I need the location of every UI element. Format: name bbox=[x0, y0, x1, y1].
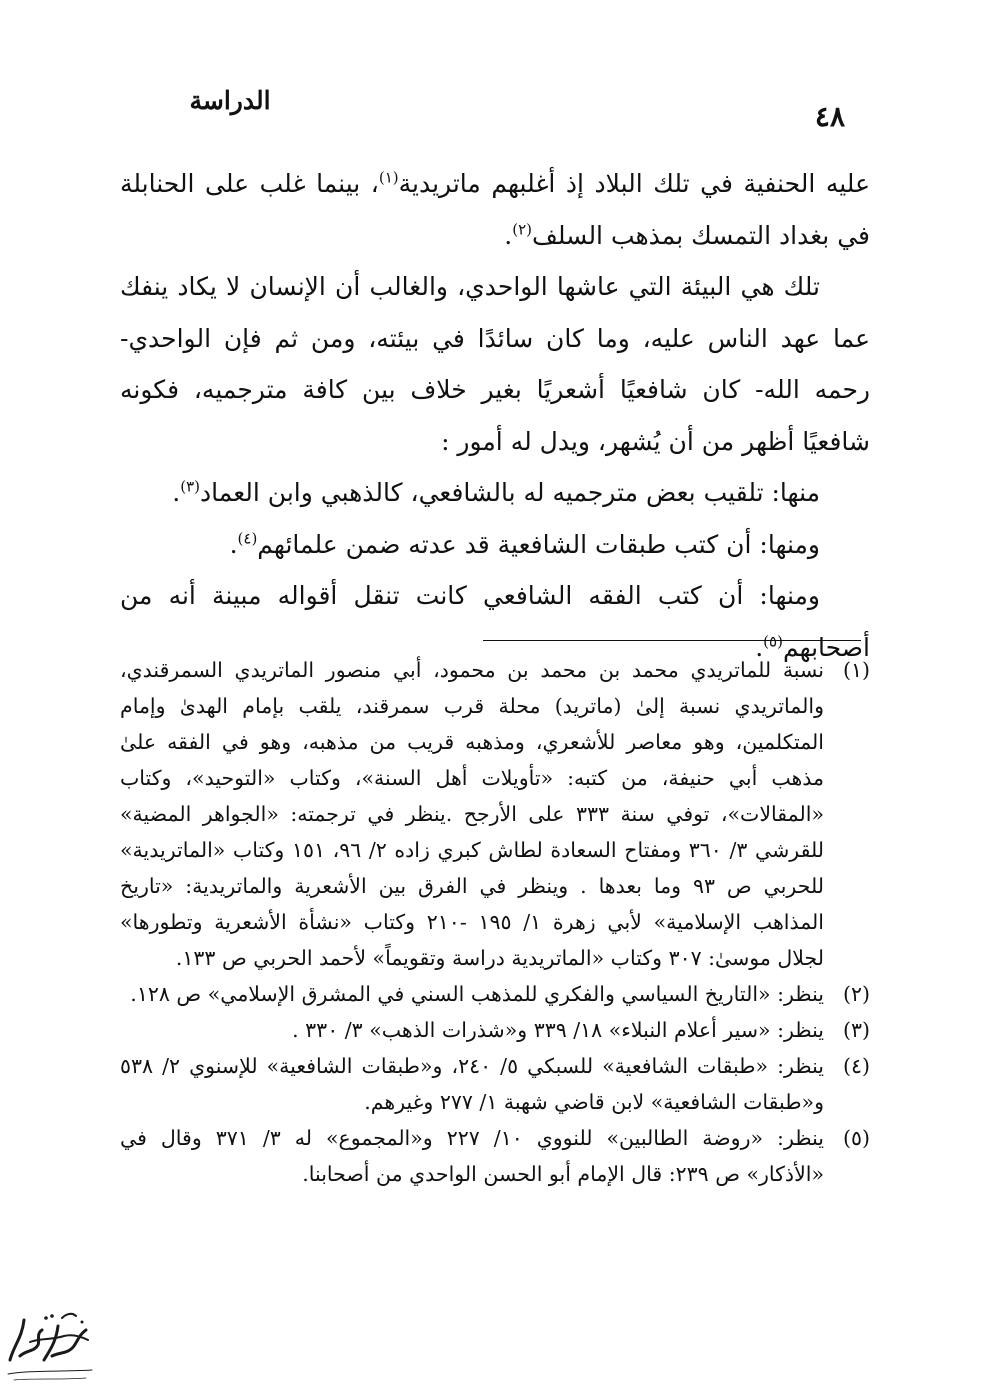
footnote-text: ينظر: «روضة الطالبين» للنووي ١٠/ ٢٢٧ و«المجموع» له ٣/ ٣٧١ وقال في «الأذكار» ص ٢٣٩: قال الإمام أبو الحسن الواحدي من أصحابنا. bbox=[120, 1126, 824, 1186]
running-title: الدراسة bbox=[189, 86, 271, 115]
footnotes bbox=[120, 652, 870, 1192]
footnote-text: نسبة للماتريدي محمد بن محمد بن محمود، أبي منصور الماتريدي السمرقندي، والماتريدي نسبة إلىٰ (ماتريد) محلة قرب سمرقند، يلقب بإمام الهدىٰ وإمام المتكلمين، وهو معاصر للأشعري، ومذهبه قريب من مذهبه، وهو في الفقه علىٰ مذهب أبي حنيفة، من كتبه: «تأويلات أهل السنة»، وكتاب «التوحيد»، وكتاب «المقالات»، توفي سنة ٣٣٣ على الأرجح .ينظر في ترجمته: «الجواهر المضية» للقرشي ٣/ ٣٦٠ ومفتاح السعادة لطاش كبري زاده ٢/ ٩٦، ١٥١ وكتاب «الماتريدية» للحربي ص ٩٣ وما بعدها . وينظر في الفرق بين الأشعرية والماتريدية: «تاريخ المذاهب الإسلامية» لأبي زهرة ١/ ١٩٥ -٢١٠ وكتاب «نشأة الأشعرية وتطورها» لجلال موسىٰ: ٣٠٧ وكتاب «الماتريدية دراسة وتقويماً» لأحمد الحربي ص ١٣٣. bbox=[120, 658, 825, 970]
footnote-ref-1[interactable]: (١) bbox=[378, 168, 399, 187]
footnote-text: ينظر: «سير أعلام النبلاء» ١٨/ ٣٣٩ و«شذرات الذهب» ٣/ ٣٣٠ . bbox=[292, 1018, 824, 1042]
footnote-number: (٣) bbox=[842, 1018, 870, 1042]
footnote-2 bbox=[120, 976, 870, 1012]
footnote-text: ينظر: «التاريخ السياسي والفكري للمذهب السني في المشرق الإسلامي» ص ١٢٨. bbox=[130, 982, 824, 1006]
evidence-item-2-end: . bbox=[229, 529, 238, 559]
evidence-item-3-end: . bbox=[755, 632, 764, 662]
footnote-separator bbox=[483, 640, 861, 641]
page-number: ٤٨ bbox=[814, 100, 845, 133]
footnote-number: (١) bbox=[842, 658, 870, 682]
evidence-item-2-text: ومنها: أن كتب طبقات الشافعية قد عدته ضمن علمائهم bbox=[257, 529, 820, 559]
footnote-3 bbox=[120, 1012, 870, 1048]
evidence-item-1-text: منها: تلقيب بعض مترجميه له بالشافعي، كالذهبي وابن العماد bbox=[200, 478, 820, 507]
footnote-number: (٥) bbox=[842, 1126, 870, 1150]
paragraph-1 bbox=[120, 158, 870, 261]
evidence-item-3-text: ومنها: أن كتب الفقه الشافعي كانت تنقل أقواله مبينة أنه من أصحابهم bbox=[120, 581, 870, 662]
footnote-5 bbox=[120, 1120, 870, 1192]
evidence-item-1 bbox=[120, 467, 870, 519]
footnote-ref-2[interactable]: (٢) bbox=[512, 220, 532, 239]
footnote-ref-5[interactable]: (٥) bbox=[763, 632, 783, 651]
paragraph-1-part-1: عليه الحنفية في تلك البلاد إذ أغلبهم ماتريدية bbox=[398, 169, 870, 198]
footnote-ref-4[interactable]: (٤) bbox=[237, 529, 258, 548]
footnote-number: (٤) bbox=[842, 1054, 870, 1078]
paragraph-1-part-3: . bbox=[504, 220, 513, 250]
main-text bbox=[120, 158, 870, 673]
footnote-number: (٢) bbox=[842, 982, 870, 1006]
calligraphy-logo-icon bbox=[0, 1290, 100, 1388]
evidence-item-1-end: . bbox=[172, 478, 181, 507]
footnote-text: ينظر: «طبقات الشافعية» للسبكي ٥/ ٢٤٠، و«طبقات الشافعية» للإسنوي ٢/ ٥٣٨ و«طبقات الشافعية» لابن قاضي شهبة ١/ ٢٧٧ وغيرهم. bbox=[120, 1054, 824, 1114]
footnote-1 bbox=[120, 652, 870, 976]
paragraph-2: تلك هي البيئة التي عاشها الواحدي، والغالب أن الإنسان لا يكاد ينفك عما عهد الناس عليه، وما كان سائدًا في بيئته، ومن ثم فإن الواحدي- رحمه الله- كان شافعيًا أشعريًا بغير خلاف بين كافة مترجميه، فكونه شافعيًا أظهر من أن يُشهر، ويدل له أمور : bbox=[120, 272, 870, 456]
footnote-ref-3[interactable]: (٣) bbox=[180, 477, 201, 496]
footnote-4 bbox=[120, 1048, 870, 1120]
paragraph-1-part-2: ، بينما غلب على الحنابلة في بغداد التمسك بمذهب السلف bbox=[120, 169, 870, 250]
evidence-item-2 bbox=[120, 519, 870, 571]
